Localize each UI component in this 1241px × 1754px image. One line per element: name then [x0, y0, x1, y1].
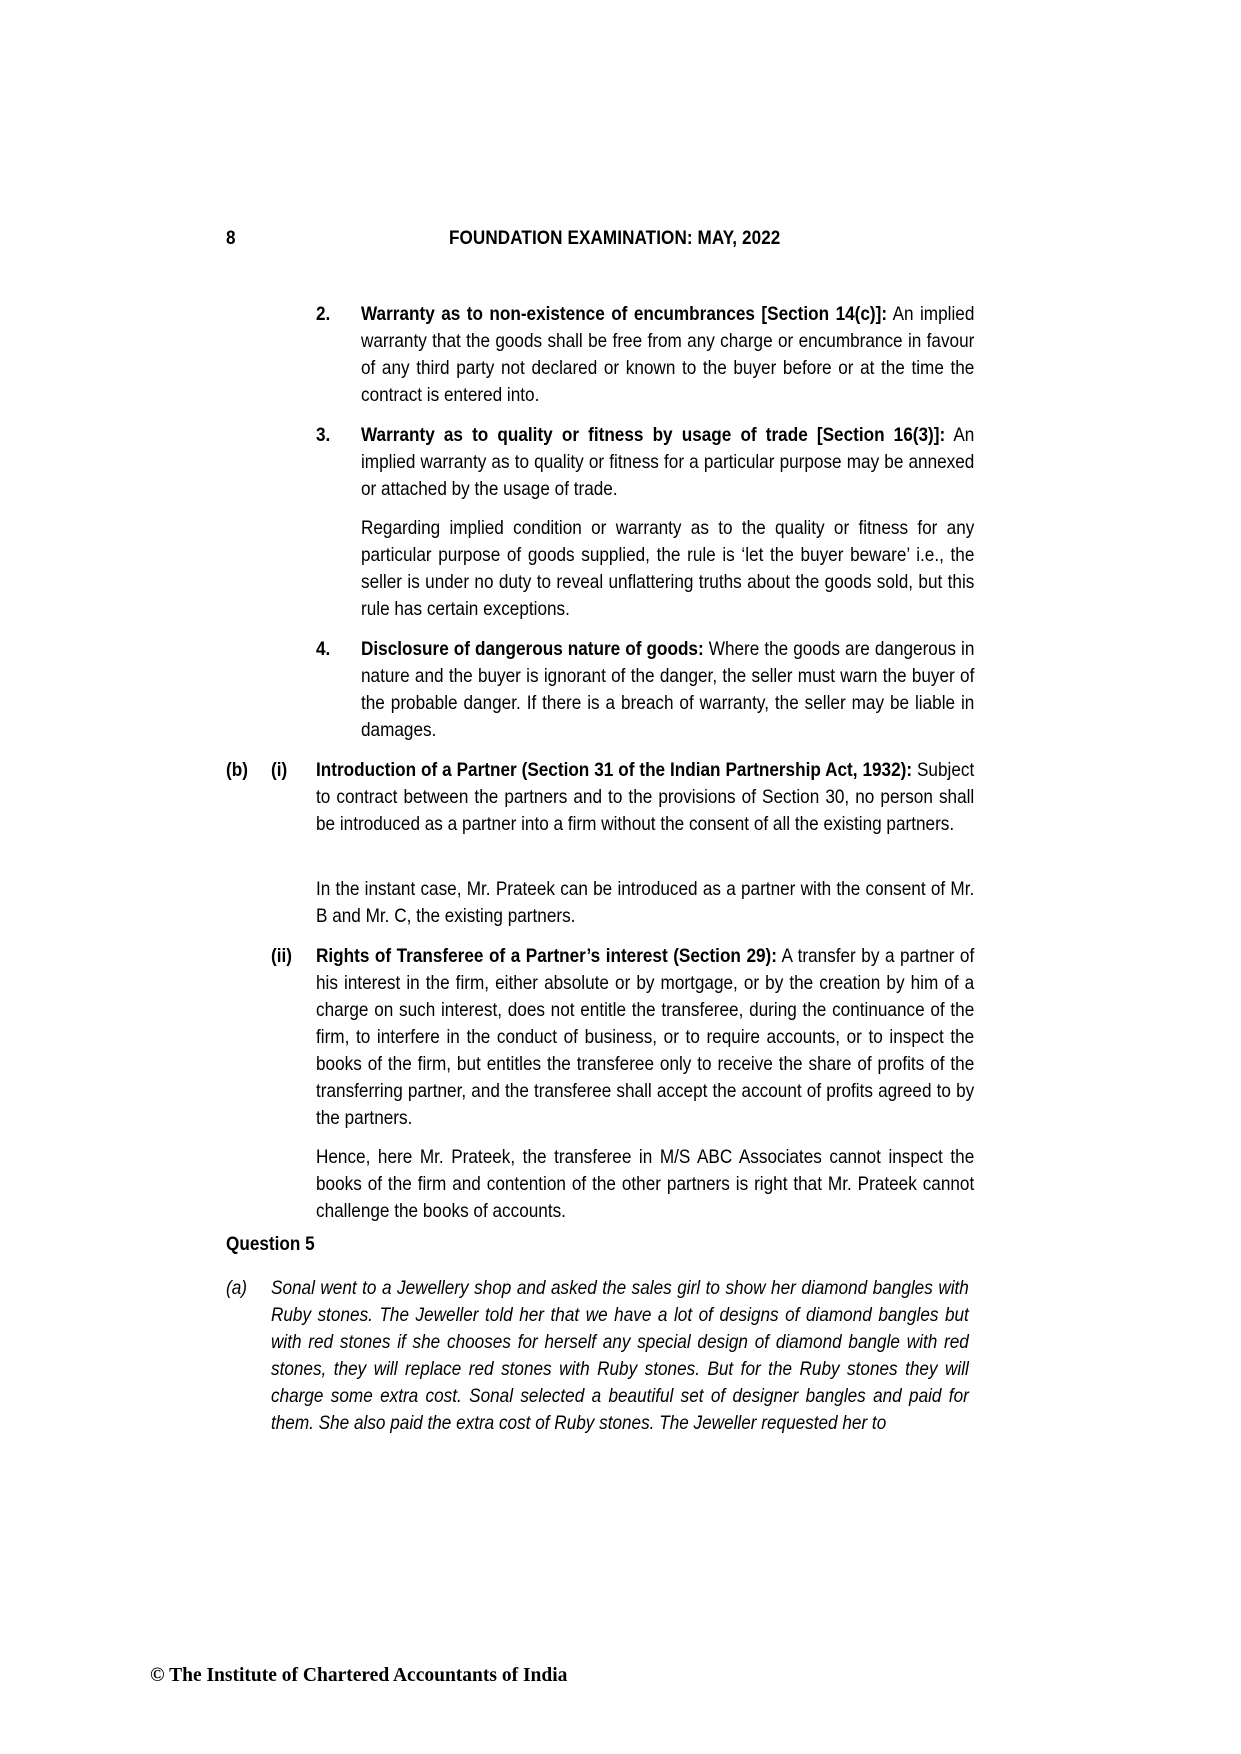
- let-buyer-beware-paragraph: Regarding implied condition or warranty as to the quality or fitness for any particular purpose of goods supplied, the rule is ‘let the buyer beware’ i.e., the seller is under no duty to reveal unflattering truths about the goods sold, but this rule has certain exceptions.: [361, 517, 975, 620]
- page-title: FOUNDATION EXAMINATION: MAY, 2022: [449, 228, 781, 249]
- transferee-rights-paragraph: [316, 943, 974, 1132]
- item-number: 4.: [316, 638, 331, 660]
- part-b-label: (b): [226, 759, 248, 781]
- introduction-partner-paragraph: [316, 757, 974, 838]
- item-number: 3.: [316, 424, 331, 446]
- dangerous-goods-paragraph: [361, 636, 974, 744]
- item-heading: Warranty as to quality or fitness by usage of trade [Section 16(3)]:: [361, 424, 946, 446]
- page-number: 8: [226, 228, 236, 249]
- conclusion-paragraph: Hence, here Mr. Prateek, the transferee in M/S ABC Associates cannot inspect the books of the firm and contention of the other partners is right that Mr. Prateek cannot challenge the books of accounts.: [316, 1146, 975, 1222]
- item-heading: Introduction of a Partner (Section 31 of the Indian Partnership Act, 1932):: [316, 759, 913, 781]
- instant-case-paragraph: In the instant case, Mr. Prateek can be introduced as a partner with the consent of Mr. B and Mr. C, the existing partners.: [316, 878, 975, 927]
- item-body: A transfer by a partner of his interest in the firm, either absolute or by mortgage, or by the creation by him of a charge on such interest, does not entitle the transferee, during the continuance of the firm, to interfere in the conduct of business, or to require accounts, or to inspect the books of the firm, but entitles the transferee only to receive the share of profits of the transferring partner, and the transferee shall accept the account of profits agreed to by the partners.: [316, 945, 975, 1129]
- question-5a-text: Sonal went to a Jewellery shop and asked the sales girl to show her diamond bangles with Ruby stones. The Jeweller told her that we have a lot of designs of diamond bangles but with red stones if she chooses for herself any special design of diamond bangle with red stones, they will replace red stones with Ruby stones. But for the Ruby stones they will charge some extra cost. Sonal selected a beautiful set of designer bangles and paid for them. She also paid the extra cost of Ruby stones. The Jeweller requested her to: [271, 1277, 969, 1434]
- question-part-label: (a): [226, 1277, 247, 1299]
- item-heading: Rights of Transferee of a Partner’s interest (Section 29):: [316, 945, 777, 967]
- warranty-usage-paragraph: [361, 422, 974, 503]
- item-body: An implied warranty as to quality or fitness for a particular purpose may be annexed or attached by the usage of trade.: [361, 424, 975, 500]
- item-body: Subject to contract between the partners and to the provisions of Section 30, no person shall be introduced as a partner into a firm without the consent of all the existing partners.: [316, 759, 975, 835]
- sub-item-number: (i): [271, 759, 288, 781]
- copyright-footer: © The Institute of Chartered Accountants of India: [150, 1665, 568, 1686]
- question-heading: Question 5: [226, 1233, 315, 1255]
- item-number: 2.: [316, 303, 331, 325]
- item-body: Where the goods are dangerous in nature and the buyer is ignorant of the danger, the seller must warn the buyer of the probable danger. If there is a breach of warranty, the seller may be liable in damages.: [361, 638, 975, 741]
- sub-item-number: (ii): [271, 945, 292, 967]
- item-body: An implied warranty that the goods shall be free from any charge or encumbrance in favour of any third party not declared or known to the buyer before or at the time the contract is entered into.: [361, 303, 975, 406]
- warranty-encumbrances-paragraph: [361, 301, 974, 409]
- item-heading: Disclosure of dangerous nature of goods:: [361, 638, 704, 660]
- item-heading: Warranty as to non-existence of encumbrances [Section 14(c)]:: [361, 303, 888, 325]
